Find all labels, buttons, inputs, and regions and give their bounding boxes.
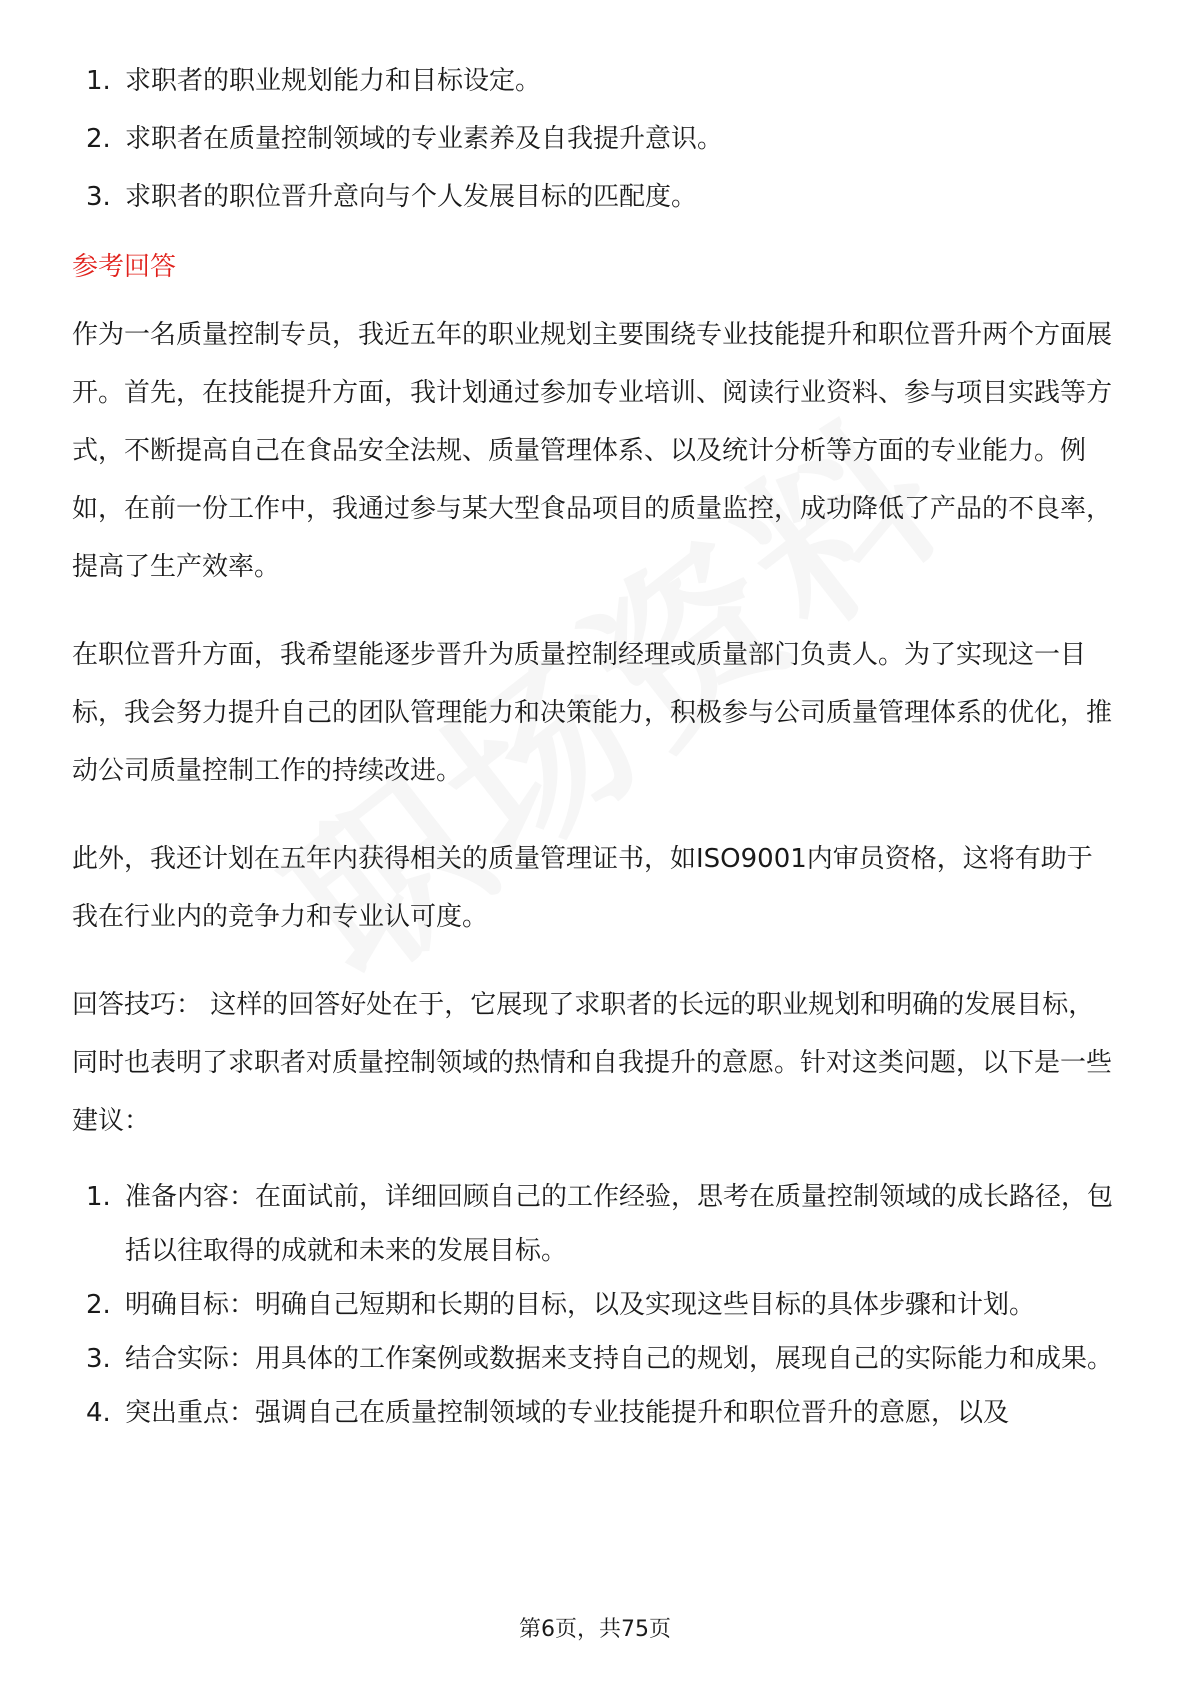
list-text: 明确目标：明确自己短期和长期的目标，以及实现这些目标的具体步骤和计划。 xyxy=(125,1290,1036,1320)
list-item xyxy=(72,1332,1118,1386)
answer-paragraph: 作为一名质量控制专员，我近五年的职业规划主要围绕专业技能提升和职位晋升两个方面展开。首先，在技能提升方面，我计划通过参加专业培训、阅读行业资料、参与项目实践等方式，不断提高自己在食品安全法规、质量管理体系、以及统计分析等方面的专业能力。例如，在前一份工作中，我通过参与某大型食品项目的质量监控，成功降低了产品的不良率，提高了生产效率。 xyxy=(72,320,1113,582)
question-points-list xyxy=(72,52,1118,226)
list-item xyxy=(72,1386,1118,1440)
list-number: 1. xyxy=(86,1182,111,1212)
page-number-footer: 第6页，共75页 xyxy=(519,1617,671,1642)
list-text: 求职者在质量控制领域的专业素养及自我提升意识。 xyxy=(125,124,724,154)
list-text: 求职者的职位晋升意向与个人发展目标的匹配度。 xyxy=(125,182,698,212)
list-item xyxy=(72,1170,1118,1278)
tips-list xyxy=(72,1170,1118,1440)
list-item xyxy=(72,168,1118,226)
list-item xyxy=(72,110,1118,168)
list-text: 求职者的职业规划能力和目标设定。 xyxy=(125,66,542,96)
list-item xyxy=(72,1278,1118,1332)
list-number: 2. xyxy=(86,1290,111,1320)
tips-paragraph: 回答技巧： 这样的回答好处在于，它展现了求职者的长远的职业规划和明确的发展目标，同时也表明了求职者对质量控制领域的热情和自我提升的意愿。针对这类问题，以下是一些建议： xyxy=(72,990,1113,1136)
list-number: 1. xyxy=(86,66,111,96)
list-item xyxy=(72,52,1118,110)
answer-paragraph: 此外，我还计划在五年内获得相关的质量管理证书，如ISO9001内审员资格，这将有助于我在行业内的竞争力和专业认可度。 xyxy=(72,844,1093,932)
list-number: 4. xyxy=(86,1398,111,1428)
list-number: 3. xyxy=(86,182,111,212)
list-text: 突出重点：强调自己在质量控制领域的专业技能提升和职位晋升的意愿，以及 xyxy=(125,1398,1010,1428)
answer-paragraph: 在职位晋升方面，我希望能逐步晋升为质量控制经理或质量部门负责人。为了实现这一目标，我会努力提升自己的团队管理能力和决策能力，积极参与公司质量管理体系的优化，推动公司质量控制工作的持续改进。 xyxy=(72,640,1113,786)
section-title: 参考回答 xyxy=(72,252,177,282)
page-content xyxy=(72,52,1118,1440)
list-number: 3. xyxy=(86,1344,111,1374)
list-number: 2. xyxy=(86,124,111,154)
list-text: 准备内容：在面试前，详细回顾自己的工作经验，思考在质量控制领域的成长路径，包括以往取得的成就和未来的发展目标。 xyxy=(125,1182,1114,1266)
list-text: 结合实际：用具体的工作案例或数据来支持自己的规划，展现自己的实际能力和成果。 xyxy=(125,1344,1114,1374)
